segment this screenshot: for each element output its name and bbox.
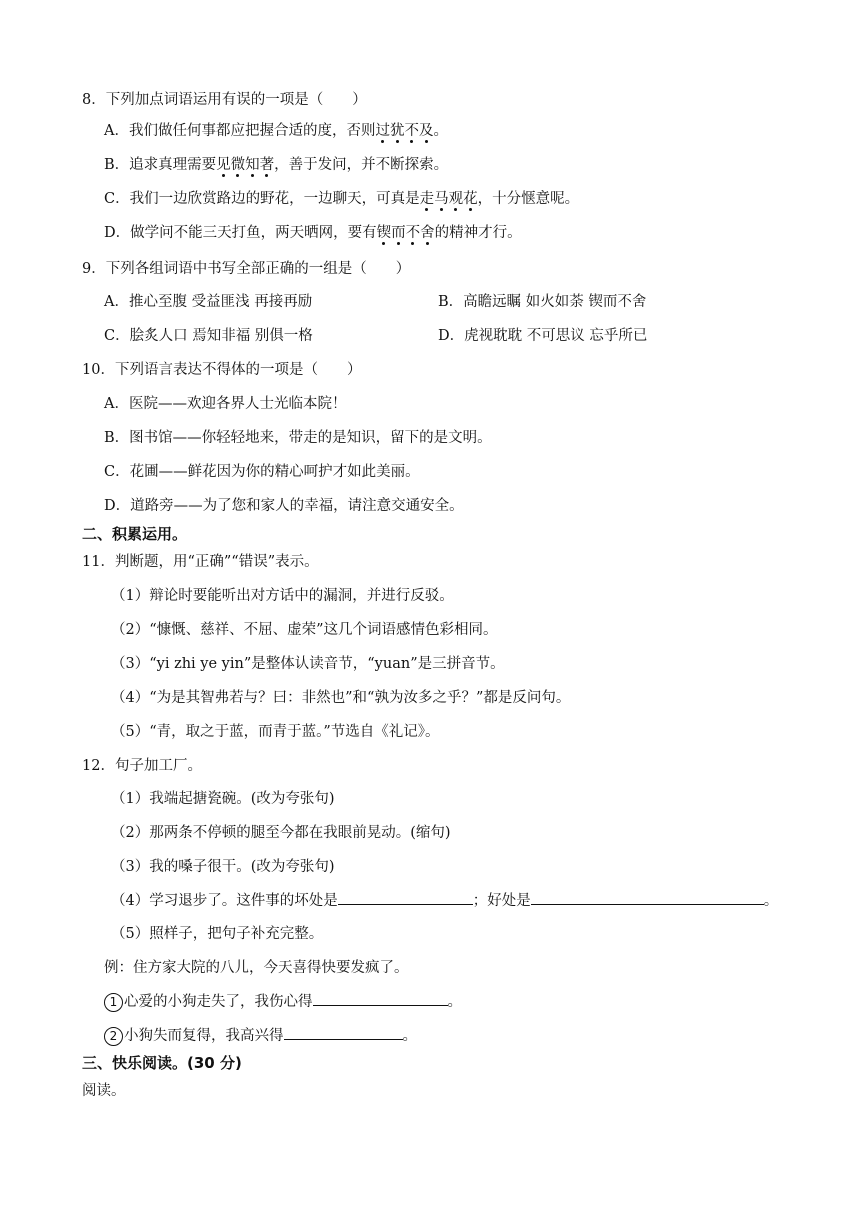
q8-option-b: B．追求真理需要见微知著，善于发问，并不断探索。	[104, 157, 449, 173]
q11-item-3: （3）“yi zhi ye yin”是整体认读音节，“yuan”是三拼音节。	[111, 656, 505, 672]
answer-blank[interactable]	[284, 1025, 403, 1040]
q8-option-d: D．做学问不能三天打鱼，两天晒网，要有锲而不舍的精神才行。	[104, 225, 522, 241]
q10-option-c: C．花圃——鲜花因为你的精心呵护才如此美丽。	[104, 464, 420, 480]
q8-option-c: C．我们一边欣赏路边的野花，一边聊天，可真是走马观花，十分惬意呢。	[104, 191, 580, 207]
answer-blank[interactable]	[313, 991, 448, 1006]
q12-item-3: （3）我的嗓子很干。(改为夸张句)	[111, 859, 335, 875]
q11-item-1: （1）辩论时要能听出对方话中的漏洞，并进行反驳。	[111, 588, 454, 604]
q12-item-4: （4）学习退步了。这件事的坏处是 ；好处是 。	[111, 890, 778, 911]
q10-option-a: A．医院——欢迎各界人士光临本院！	[104, 396, 347, 412]
q9-option-d: D．虎视耽耽 不可思议 忘乎所已	[438, 328, 648, 344]
answer-blank[interactable]	[531, 890, 764, 905]
q12-example: 例：住方家大院的八儿，今天喜得快要发疯了。	[104, 960, 409, 976]
q12-sub-2: 2 小狗失而复得，我高兴得 。	[104, 1025, 417, 1046]
reading-instruction: 阅读。	[82, 1083, 126, 1099]
q9-stem: 9．下列各组词语中书写全部正确的一组是（ ）	[82, 261, 411, 277]
q12-stem: 12．句子加工厂。	[82, 758, 202, 774]
q9-option-c: C．脍炙人口 焉知非福 别俱一格	[104, 328, 313, 344]
section-2-heading: 二、积累运用。	[82, 525, 188, 543]
q8-stem: 8．下列加点词语运用有误的一项是（ ）	[82, 92, 367, 108]
q11-item-2: （2）“慷慨、慈祥、不屈、虚荣”这几个词语感情色彩相同。	[111, 622, 498, 638]
q12-item-1: （1）我端起搪瓷碗。(改为夸张句)	[111, 791, 335, 807]
q10-option-d: D．道路旁——为了您和家人的幸福，请注意交通安全。	[104, 498, 464, 514]
q10-stem: 10．下列语言表达不得体的一项是（ ）	[82, 362, 362, 378]
q11-stem: 11．判断题，用“正确”“错误”表示。	[82, 554, 319, 570]
circled-number-1: 1	[104, 993, 123, 1012]
q9-option-b: B．高瞻远瞩 如火如荼 锲而不舍	[438, 294, 647, 310]
section-3-heading: 三、快乐阅读。(30 分)	[82, 1054, 242, 1072]
q12-item-5: （5）照样子，把句子补充完整。	[111, 926, 324, 942]
q11-item-5: （5）“青，取之于蓝，而青于蓝。”节选自《礼记》。	[111, 724, 440, 740]
q9-option-a: A．推心至腹 受益匪浅 再接再励	[104, 294, 313, 310]
answer-blank[interactable]	[338, 890, 473, 905]
q8-option-a: A．我们做任何事都应把握合适的度，否则过犹不及。	[104, 123, 448, 139]
q10-option-b: B．图书馆——你轻轻地来，带走的是知识，留下的是文明。	[104, 430, 492, 446]
q11-item-4: （4）“为是其智弗若与？曰：非然也”和“孰为汝多之乎？”都是反问句。	[111, 690, 571, 706]
q12-sub-1: 1 心爱的小狗走失了，我伤心得 。	[104, 991, 462, 1012]
circled-number-2: 2	[104, 1027, 123, 1046]
q12-item-2: （2）那两条不停顿的腿至今都在我眼前晃动。(缩句)	[111, 825, 451, 841]
